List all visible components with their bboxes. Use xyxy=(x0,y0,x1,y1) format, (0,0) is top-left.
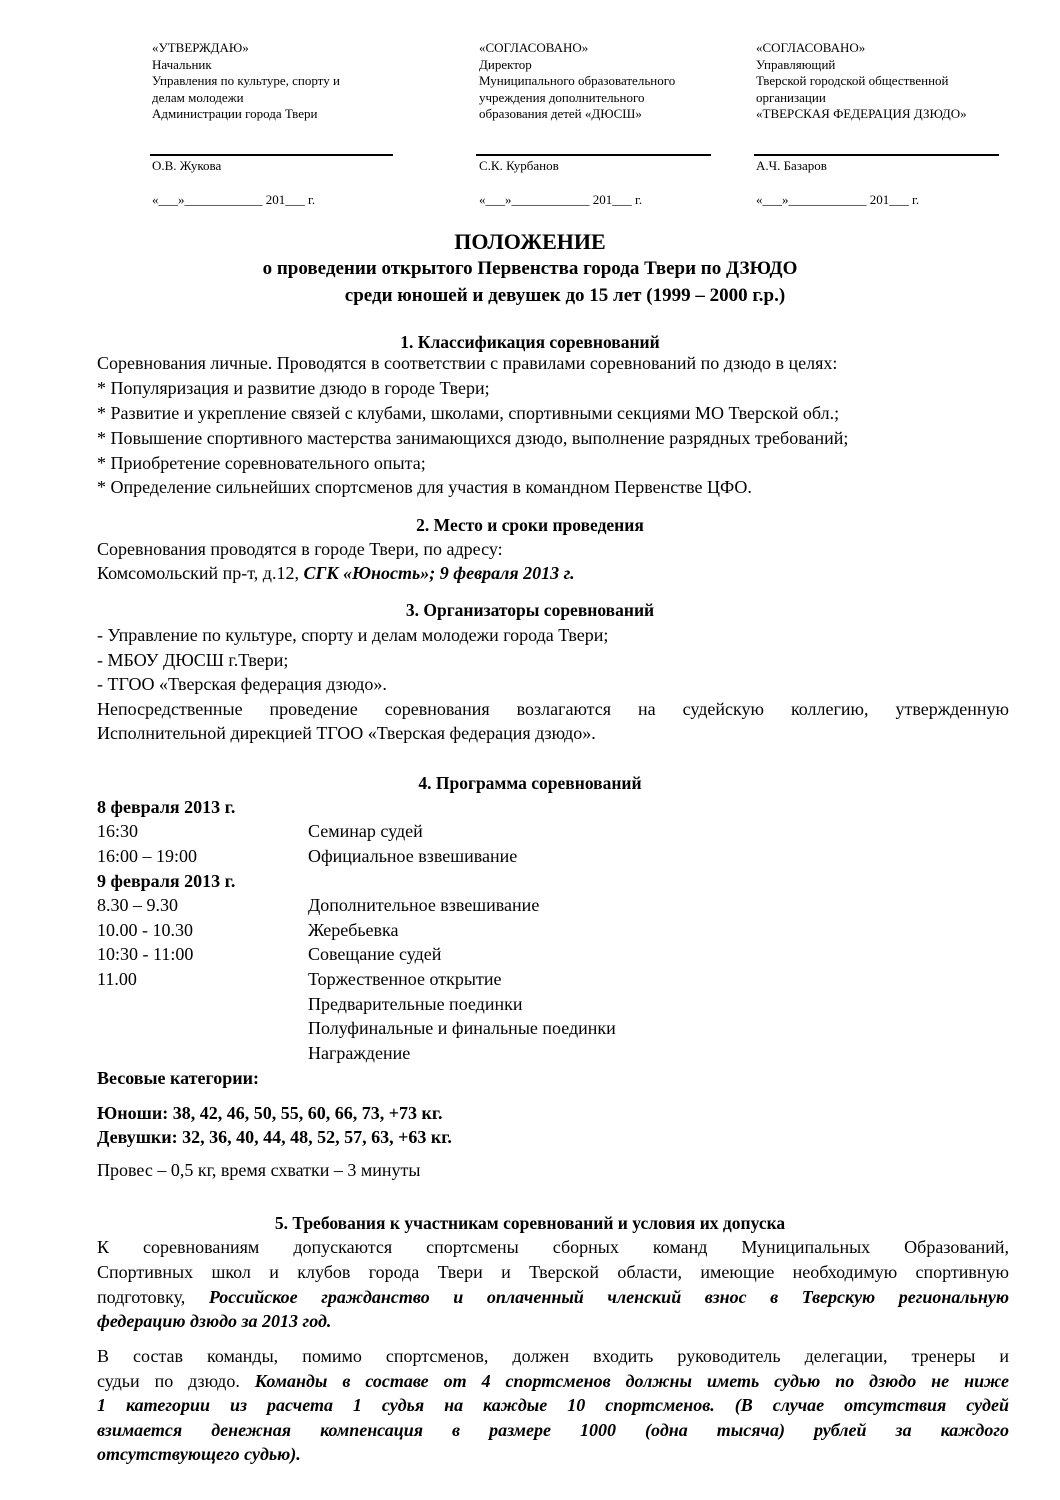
section-heading: 1. Классификация соревнований xyxy=(400,332,660,352)
weights-girls: Девушки: 32, 36, 40, 44, 48, 52, 57, 63, +63 кг. xyxy=(97,1127,452,1147)
document-subtitle: о проведении открытого Первенства города Твери по ДЗЮДО xyxy=(262,258,798,279)
list-item: * Развитие и укрепление связей с клубами, школами, спортивными секциями МО Тверской обл.; xyxy=(97,403,840,423)
weights-boys: Юноши: 38, 42, 46, 50, 55, 60, 66, 73, +73 кг. xyxy=(97,1103,443,1123)
paragraph-emphasis: 1 категории из расчета 1 судья на каждые 10 спортсменов. (В случае отсутствия судей xyxy=(97,1395,1009,1415)
schedule-event: Дополнительное взвешивание xyxy=(308,895,540,915)
document-subtitle: среди юношей и девушек до 15 лет (1999 – 2000 г.р.) xyxy=(344,285,786,306)
section-heading: 4. Программа соревнований xyxy=(418,773,642,793)
address-text: Комсомольский пр-т, д.12, xyxy=(97,563,304,583)
address-line xyxy=(97,563,575,584)
paragraph-emphasis: Российское гражданство и оплаченный членский взнос в Тверскую региональную xyxy=(208,1287,1009,1307)
list-item: * Определение сильнейших спортсменов для участия в командном Первенстве ЦФО. xyxy=(97,477,752,497)
list-item: - Управление по культуре, спорту и делам молодежи города Твери; xyxy=(97,625,609,645)
list-item: - ТГОО «Тверская федерация дзюдо». xyxy=(97,674,387,694)
signature-date: «___»____________ 201___ г. xyxy=(756,192,920,207)
schedule-event: Награждение xyxy=(308,1043,411,1063)
schedule-time: 16:00 – 19:00 xyxy=(97,846,198,866)
list-item: * Популяризация и развитие дзюдо в городе Твери; xyxy=(97,378,490,398)
signer-name: С.К. Курбанов xyxy=(479,158,559,173)
paragraph-line: Спортивных школ и клубов города Твери и Тверской области, имеющие необходимую спортивную xyxy=(97,1262,1009,1282)
section-heading: 5. Требования к участникам соревнований и условия их допуска xyxy=(274,1213,786,1233)
approval-block-federation-manager xyxy=(756,40,967,123)
signer-name: А.Ч. Базаров xyxy=(756,158,827,173)
paragraph-emphasis: Команды в составе от 4 спортсменов должны иметь судью по дзюдо не ниже xyxy=(254,1371,1009,1391)
schedule-event: Официальное взвешивание xyxy=(308,846,518,866)
signature-line xyxy=(476,154,711,156)
weights-heading: Весовые категории: xyxy=(97,1068,259,1088)
approval-line: Тверской городской общественной xyxy=(756,73,949,88)
schedule-time: 10.00 - 10.30 xyxy=(97,920,193,940)
schedule-time: 8.30 – 9.30 xyxy=(97,895,178,915)
paragraph-text: подготовку, xyxy=(97,1287,209,1307)
approval-line: Начальник xyxy=(152,56,212,72)
section-heading: 3. Организаторы соревнований xyxy=(405,600,655,620)
paragraph-line xyxy=(97,1287,1009,1308)
paragraph-line: Исполнительной дирекцией ТГОО «Тверская федерация дзюдо». xyxy=(97,723,596,743)
approval-heading: «СОГЛАСОВАНО» xyxy=(756,40,866,55)
schedule-event: Предварительные поединки xyxy=(308,994,523,1014)
paragraph-emphasis: взимается денежная компенсация в размере 1000 (одна тысяча) рублей за каждого xyxy=(97,1420,1009,1440)
schedule-day: 9 февраля 2013 г. xyxy=(97,871,236,891)
schedule-event: Жеребьевка xyxy=(308,920,399,940)
approval-line: Управляющий xyxy=(756,56,836,72)
weigh-in-note: Провес – 0,5 кг, время схватки – 3 минуты xyxy=(97,1160,421,1180)
signature-date: «___»____________ 201___ г. xyxy=(152,192,316,207)
signer-name: О.В. Жукова xyxy=(152,158,222,173)
paragraph-line: В состав команды, помимо спортсменов, должен входить руководитель делегации, тренеры и xyxy=(97,1346,1009,1366)
paragraph-emphasis: федерацию дзюдо за 2013 год. xyxy=(97,1311,332,1331)
schedule-day: 8 февраля 2013 г. xyxy=(97,797,236,817)
venue-date-emphasis: СГК «Юность»; 9 февраля 2013 г. xyxy=(303,563,575,583)
signature-line xyxy=(150,154,393,156)
section-heading: 2. Место и сроки проведения xyxy=(416,515,644,535)
list-item: * Приобретение соревновательного опыта; xyxy=(97,453,426,473)
paragraph-line: К соревнованиям допускаются спортсмены сборных команд Муниципальных Образований, xyxy=(97,1237,1009,1257)
approval-block-school-director xyxy=(479,40,675,123)
paragraph-line: Соревнования личные. Проводятся в соответствии с правилами соревнований по дзюдо в целях: xyxy=(97,353,838,373)
paragraph-line: Непосредственные проведение соревнования возлагаются на судейскую коллегию, утвержденную xyxy=(97,699,1009,719)
approval-line: организации xyxy=(756,89,826,105)
schedule-event: Семинар судей xyxy=(308,821,423,841)
schedule-event: Торжественное открытие xyxy=(308,969,502,989)
document-title: ПОЛОЖЕНИЕ xyxy=(454,229,606,254)
approval-line: делам молодежи xyxy=(152,89,244,105)
list-item: - МБОУ ДЮСШ г.Твери; xyxy=(97,650,289,670)
list-item: * Повышение спортивного мастерства занимающихся дзюдо, выполнение разрядных требований; xyxy=(97,428,849,448)
approval-line: образования детей «ДЮСШ» xyxy=(479,106,642,121)
schedule-event: Совещание судей xyxy=(308,944,442,964)
approval-line: Директор xyxy=(479,56,532,72)
paragraph-line xyxy=(97,1371,1009,1392)
approval-block-head-of-department xyxy=(152,40,340,123)
paragraph-line: Соревнования проводятся в городе Твери, по адресу: xyxy=(97,539,503,559)
schedule-time: 11.00 xyxy=(97,969,137,989)
paragraph-emphasis: отсутствующего судью). xyxy=(97,1444,301,1464)
schedule-event: Полуфинальные и финальные поединки xyxy=(308,1018,616,1038)
signature-line xyxy=(754,154,999,156)
signature-date: «___»____________ 201___ г. xyxy=(479,192,643,207)
approval-line: учреждения дополнительного xyxy=(479,89,645,105)
approval-heading: «СОГЛАСОВАНО» xyxy=(479,40,589,55)
approval-line: Администрации города Твери xyxy=(152,106,318,121)
schedule-time: 10:30 - 11:00 xyxy=(97,944,194,964)
paragraph-text: судьи по дзюдо. xyxy=(97,1371,255,1391)
approval-line: Управления по культуре, спорту и xyxy=(152,73,340,88)
approval-line: «ТВЕРСКАЯ ФЕДЕРАЦИЯ ДЗЮДО» xyxy=(756,106,967,121)
schedule-time: 16:30 xyxy=(97,821,139,841)
approval-line: Муниципального образовательного xyxy=(479,73,676,88)
approval-heading: «УТВЕРЖДАЮ» xyxy=(152,40,249,55)
